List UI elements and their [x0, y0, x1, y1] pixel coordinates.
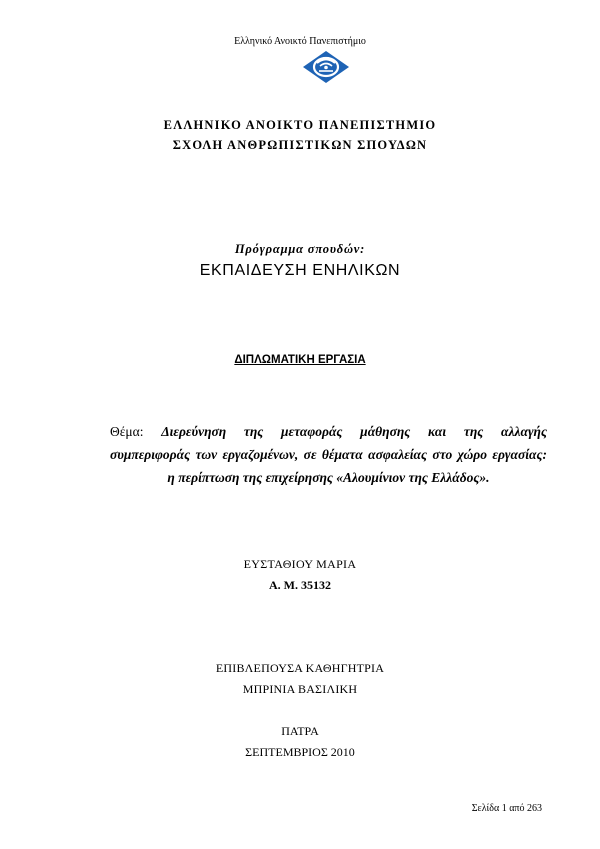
program-label: Πρόγραμμα σπουδών: [234, 242, 366, 256]
topic-label: Θέμα: [110, 424, 144, 439]
school-name: ΣΧΟΛΗ ΑΝΘΡΩΠΙΣΤΙΚΩΝ ΣΠΟΥΔΩΝ [172, 138, 428, 152]
thesis-topic [110, 420, 547, 489]
location: ΠΑΤΡΑ [281, 724, 319, 738]
university-name: ΕΛΛΗΝΙΚΟ ΑΝΟΙΚΤΟ ΠΑΝΕΠΙΣΤΗΜΙΟ [163, 118, 437, 132]
program-value: ΕΚΠΑΙΔΕΥΣΗ ΕΝΗΛΙΚΩΝ [199, 262, 401, 279]
page-header: Ελληνικό Ανοικτό Πανεπιστήμιο [234, 36, 366, 47]
page-number: Σελίδα 1 από 263 [471, 803, 542, 814]
supervisor-label: ΕΠΙΒΛΕΠΟΥΣΑ ΚΑΘΗΓΗΤΡΙΑ [215, 661, 385, 675]
supervisor-name: ΜΠΡΙΝΙΑ ΒΑΣΙΛΙΚΗ [242, 682, 358, 696]
topic-title-part-1: Διερεύνηση της μεταφοράς μάθησης και της αλλαγής [161, 424, 547, 439]
date: ΣΕΠΤΕΜΒΡΙΟΣ 2010 [245, 745, 355, 759]
thesis-type: ΔΙΠΛΩΜΑΤΙΚΗ ΕΡΓΑΣΙΑ [234, 354, 366, 366]
topic-line-1 [110, 420, 547, 443]
topic-line-3: η περίπτωση της επιχείρησης «Αλουμίνιον της Ελλάδος». [167, 470, 490, 485]
author-name: ΕΥΣΤΑΘΙΟΥ ΜΑΡΙΑ [243, 557, 357, 571]
topic-line-2: συμπεριφοράς των εργαζομένων, σε θέματα ασφαλείας στο χώρο εργασίας: [110, 447, 547, 462]
eap-logo-icon [302, 50, 350, 84]
student-id: Α. Μ. 35132 [269, 578, 331, 592]
